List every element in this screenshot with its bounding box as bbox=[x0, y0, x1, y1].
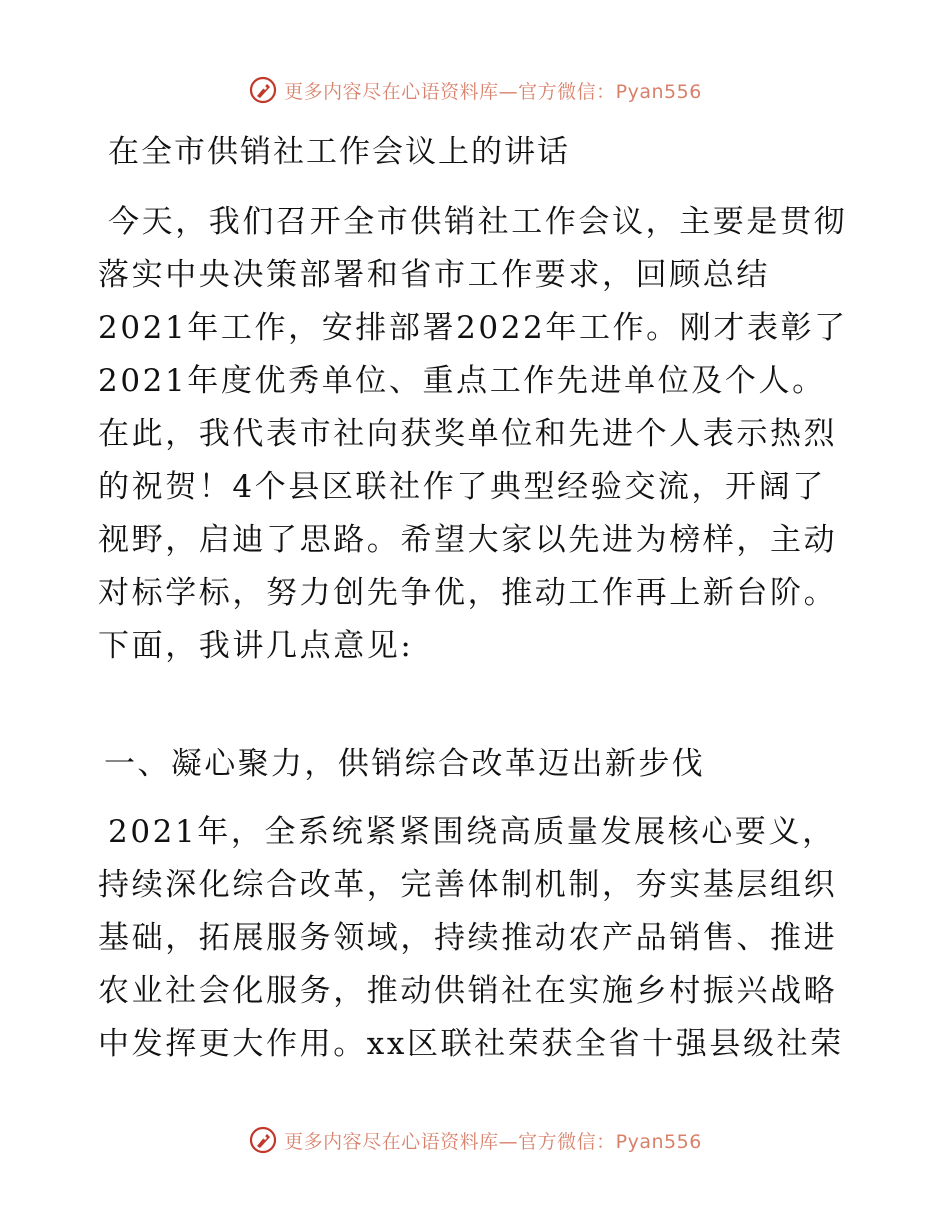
watermark-text: 更多内容尽在心语资料库—官方微信：Pyan556 bbox=[284, 80, 702, 103]
watermark-footer bbox=[0, 1120, 950, 1160]
paragraph-intro: 今天，我们召开全市供销社工作会议，主要是贯彻落实中央决策部署和省市工作要求，回顾总结2021年工作，安排部署2022年工作。刚才表彰了2021年度优秀单位、重点工作先进单位及个人。在此，我代表市社向获奖单位和先进个人表示热烈的祝贺！4个县区联社作了典型经验交流，开阔了视野，启迪了思路。希望大家以先进为榜样，主动对标学标，努力创先争优，推动工作再上新台阶。下面，我讲几点意见: bbox=[98, 204, 848, 664]
section-heading-1: 一、凝心聚力，供销综合改革迈出新步伐 bbox=[104, 746, 706, 782]
watermark-header bbox=[0, 70, 950, 110]
pen-nib-logo-icon bbox=[248, 1125, 278, 1155]
pen-nib-logo-icon bbox=[248, 75, 278, 105]
document-title: 在全市供销社工作会议上的讲话 bbox=[108, 134, 570, 170]
paragraph-section-1: 2021年，全系统紧紧围绕高质量发展核心要义，持续深化综合改革，完善体制机制，夯实基层组织基础，拓展服务领域，持续推动农产品销售、推进农业社会化服务，推动供销社在实施乡村振兴战略中发挥更大作用。xx区联社荣获全省十强县级社荣 bbox=[98, 814, 844, 1062]
watermark-text: 更多内容尽在心语资料库—官方微信：Pyan556 bbox=[284, 1130, 702, 1153]
